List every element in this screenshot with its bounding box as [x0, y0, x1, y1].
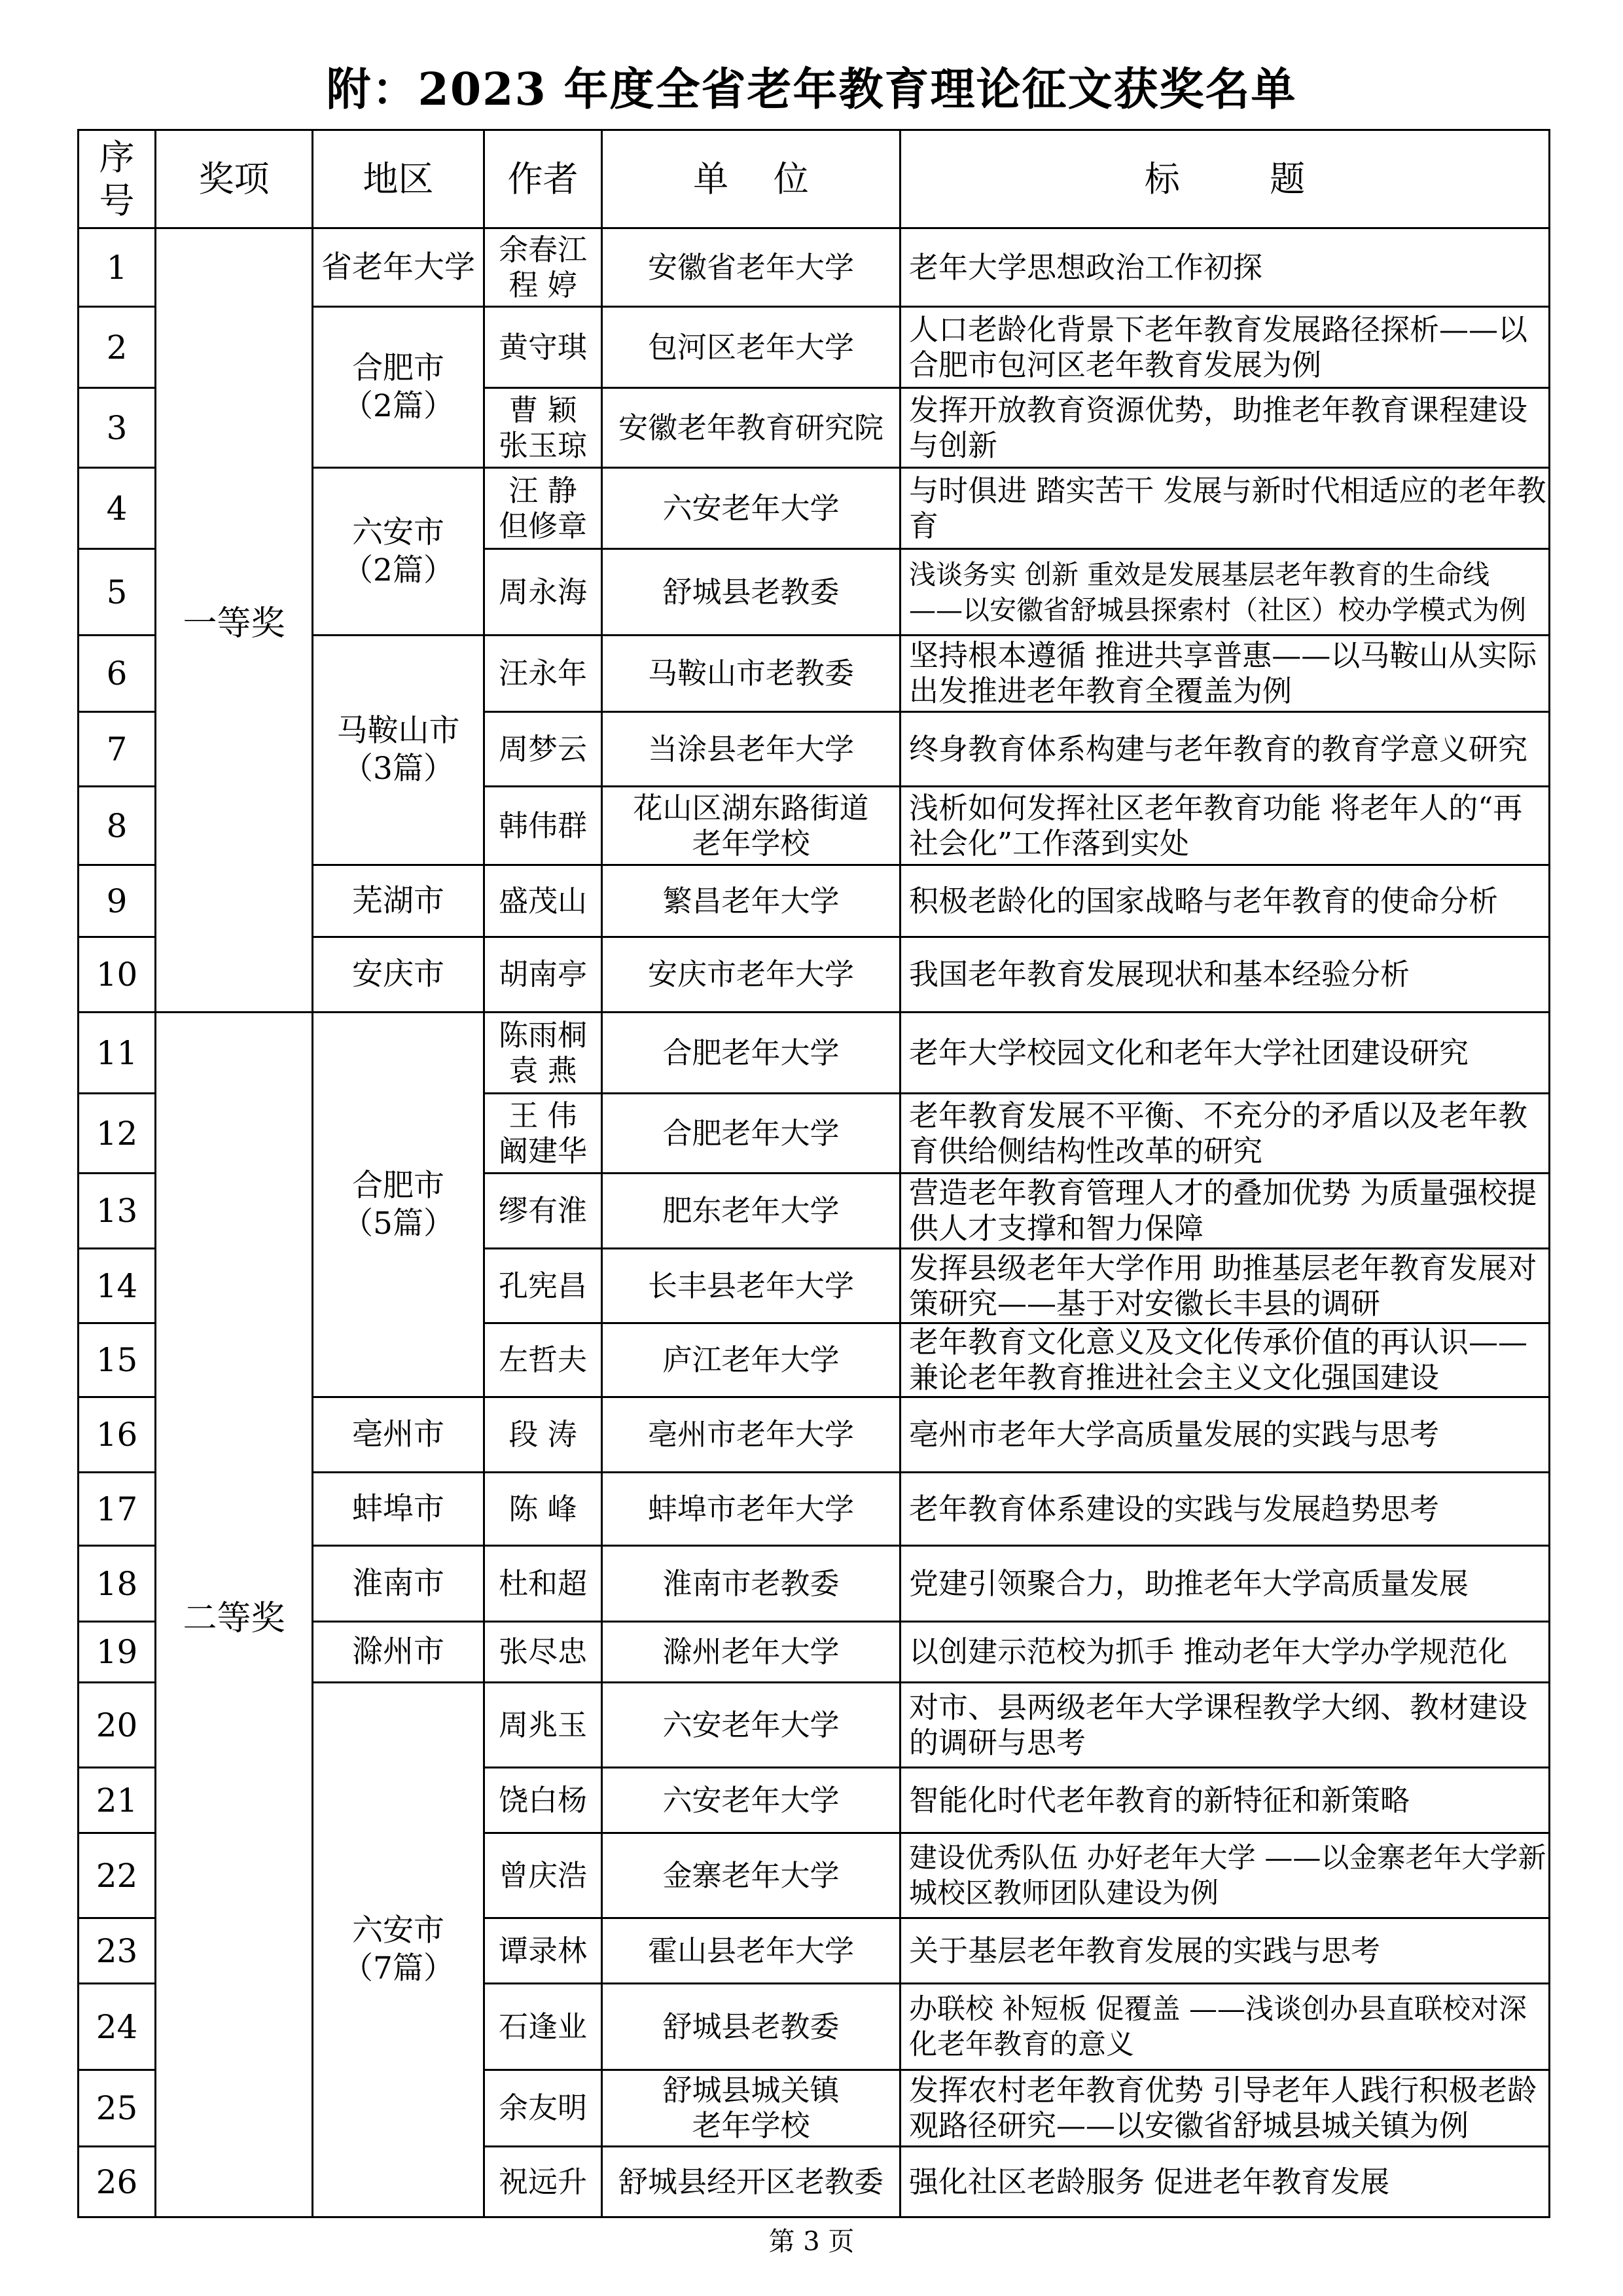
topic-cell: 发挥开放教育资源优势，助推老年教育课程建设与创新: [901, 388, 1550, 468]
region-cell: 合肥市 （5篇）: [313, 1013, 484, 1397]
topic-cell: 营造老年教育管理人才的叠加优势 为质量强校提供人才支撑和智力保障: [901, 1174, 1550, 1249]
header-topic: 标 题: [901, 130, 1550, 228]
row-number: 8: [79, 787, 156, 865]
author-cell: 汪永年: [484, 636, 602, 712]
header-region: 地区: [313, 130, 484, 228]
region-cell: 芜湖市: [313, 865, 484, 937]
row-number: 16: [79, 1397, 156, 1473]
author-cell: 韩伟群: [484, 787, 602, 865]
author-cell: 左哲夫: [484, 1323, 602, 1397]
unit-cell: 庐江老年大学: [602, 1323, 901, 1397]
unit-cell: 长丰县老年大学: [602, 1249, 901, 1323]
row-number: 26: [79, 2147, 156, 2217]
region-cell: 滁州市: [313, 1622, 484, 1683]
author-cell: 段 涛: [484, 1397, 602, 1473]
header-no: 序 号: [79, 130, 156, 228]
award-level: 二等奖: [156, 1013, 313, 2217]
author-cell: 胡南亭: [484, 937, 602, 1013]
author-cell: 周兆玉: [484, 1683, 602, 1768]
row-number: 17: [79, 1473, 156, 1546]
author-cell: 周永海: [484, 549, 602, 636]
unit-cell: 六安老年大学: [602, 468, 901, 549]
region-cell: 合肥市 （2篇）: [313, 307, 484, 468]
region-cell: 淮南市: [313, 1546, 484, 1622]
author-cell: 祝远升: [484, 2147, 602, 2217]
topic-cell: 人口老龄化背景下老年教育发展路径探析——以合肥市包河区老年教育发展为例: [901, 307, 1550, 388]
row-number: 15: [79, 1323, 156, 1397]
row-number: 4: [79, 468, 156, 549]
author-cell: 饶白杨: [484, 1768, 602, 1833]
row-number: 6: [79, 636, 156, 712]
unit-cell: 舒城县经开区老教委: [602, 2147, 901, 2217]
topic-cell: 办联校 补短板 促覆盖 ——浅谈创办县直联校对深化老年教育的意义: [901, 1984, 1550, 2070]
topic-cell: 发挥农村老年教育优势 引导老年人践行积极老龄观路径研究——以安徽省舒城县城关镇为例: [901, 2070, 1550, 2147]
unit-cell: 合肥老年大学: [602, 1013, 901, 1094]
author-cell: 周梦云: [484, 712, 602, 787]
unit-cell: 包河区老年大学: [602, 307, 901, 388]
region-cell: 安庆市: [313, 937, 484, 1013]
document-title: 附：2023 年度全省老年教育理论征文获奖名单: [326, 63, 1297, 116]
author-cell: 陈雨桐 袁 燕: [484, 1013, 602, 1094]
unit-cell: 花山区湖东路街道 老年学校: [602, 787, 901, 865]
unit-cell: 滁州老年大学: [602, 1622, 901, 1683]
unit-cell: 马鞍山市老教委: [602, 636, 901, 712]
row-number: 12: [79, 1094, 156, 1174]
region-cell: 省老年大学: [313, 228, 484, 307]
author-cell: 黄守琪: [484, 307, 602, 388]
unit-cell: 安徽老年教育研究院: [602, 388, 901, 468]
topic-cell: 亳州市老年大学高质量发展的实践与思考: [901, 1397, 1550, 1473]
header-award: 奖项: [156, 130, 313, 228]
row-number: 3: [79, 388, 156, 468]
topic-cell: 老年教育发展不平衡、不充分的矛盾以及老年教育供给侧结构性改革的研究: [901, 1094, 1550, 1174]
row-number: 19: [79, 1622, 156, 1683]
author-cell: 曾庆浩: [484, 1833, 602, 1918]
unit-cell: 金寨老年大学: [602, 1833, 901, 1918]
table-row: [79, 228, 1550, 307]
header-row: [79, 130, 1550, 228]
topic-cell: 关于基层老年教育发展的实践与思考: [901, 1918, 1550, 1984]
table-row: [79, 1013, 1550, 1094]
unit-cell: 繁昌老年大学: [602, 865, 901, 937]
page-number: 第 3 页: [768, 2227, 855, 2257]
award-table: [77, 129, 1550, 2218]
region-cell: 六安市 （7篇）: [313, 1683, 484, 2217]
author-cell: 张尽忠: [484, 1622, 602, 1683]
topic-cell: 智能化时代老年教育的新特征和新策略: [901, 1768, 1550, 1833]
topic-cell: 对市、县两级老年大学课程教学大纲、教材建设的调研与思考: [901, 1683, 1550, 1768]
topic-cell: 浅析如何发挥社区老年教育功能 将老年人的“再社会化”工作落到实处: [901, 787, 1550, 865]
row-number: 2: [79, 307, 156, 388]
unit-cell: 亳州市老年大学: [602, 1397, 901, 1473]
topic-cell: 老年大学校园文化和老年大学社团建设研究: [901, 1013, 1550, 1094]
row-number: 18: [79, 1546, 156, 1622]
header-author: 作者: [484, 130, 602, 228]
topic-cell: 坚持根本遵循 推进共享普惠——以马鞍山从实际出发推进老年教育全覆盖为例: [901, 636, 1550, 712]
author-cell: 盛茂山: [484, 865, 602, 937]
row-number: 9: [79, 865, 156, 937]
unit-cell: 舒城县老教委: [602, 549, 901, 636]
row-number: 13: [79, 1174, 156, 1249]
author-cell: 汪 静 但修章: [484, 468, 602, 549]
topic-cell: 与时俱进 踏实苦干 发展与新时代相适应的老年教育: [901, 468, 1550, 549]
unit-cell: 六安老年大学: [602, 1768, 901, 1833]
unit-cell: 霍山县老年大学: [602, 1918, 901, 1984]
header-unit: 单 位: [602, 130, 901, 228]
row-number: 1: [79, 228, 156, 307]
topic-cell: 党建引领聚合力，助推老年大学高质量发展: [901, 1546, 1550, 1622]
unit-cell: 当涂县老年大学: [602, 712, 901, 787]
row-number: 20: [79, 1683, 156, 1768]
award-level: 一等奖: [156, 228, 313, 1013]
topic-cell: 发挥县级老年大学作用 助推基层老年教育发展对策研究——基于对安徽长丰县的调研: [901, 1249, 1550, 1323]
unit-cell: 六安老年大学: [602, 1683, 901, 1768]
region-cell: 亳州市: [313, 1397, 484, 1473]
author-cell: 石逢业: [484, 1984, 602, 2070]
topic-cell: 我国老年教育发展现状和基本经验分析: [901, 937, 1550, 1013]
row-number: 5: [79, 549, 156, 636]
topic-cell: 老年教育体系建设的实践与发展趋势思考: [901, 1473, 1550, 1546]
unit-cell: 合肥老年大学: [602, 1094, 901, 1174]
unit-cell: 安庆市老年大学: [602, 937, 901, 1013]
author-cell: 王 伟 阚建华: [484, 1094, 602, 1174]
unit-cell: 肥东老年大学: [602, 1174, 901, 1249]
author-cell: 陈 峰: [484, 1473, 602, 1546]
topic-cell: 浅谈务实 创新 重效是发展基层老年教育的生命线 ——以安徽省舒城县探索村（社区）校办学模式为例: [901, 549, 1550, 636]
region-cell: 六安市 （2篇）: [313, 468, 484, 636]
row-number: 24: [79, 1984, 156, 2070]
unit-cell: 舒城县老教委: [602, 1984, 901, 2070]
unit-cell: 蚌埠市老年大学: [602, 1473, 901, 1546]
region-cell: 马鞍山市 （3篇）: [313, 636, 484, 865]
topic-cell: 积极老龄化的国家战略与老年教育的使命分析: [901, 865, 1550, 937]
author-cell: 孔宪昌: [484, 1249, 602, 1323]
topic-cell: 老年教育文化意义及文化传承价值的再认识——兼论老年教育推进社会主义文化强国建设: [901, 1323, 1550, 1397]
author-cell: 谭录林: [484, 1918, 602, 1984]
author-cell: 余友明: [484, 2070, 602, 2147]
row-number: 21: [79, 1768, 156, 1833]
row-number: 14: [79, 1249, 156, 1323]
unit-cell: 舒城县城关镇 老年学校: [602, 2070, 901, 2147]
unit-cell: 安徽省老年大学: [602, 228, 901, 307]
region-cell: 蚌埠市: [313, 1473, 484, 1546]
topic-cell: 以创建示范校为抓手 推动老年大学办学规范化: [901, 1622, 1550, 1683]
author-cell: 杜和超: [484, 1546, 602, 1622]
author-cell: 曹 颖 张玉琼: [484, 388, 602, 468]
topic-cell: 建设优秀队伍 办好老年大学 ——以金寨老年大学新城校区教师团队建设为例: [901, 1833, 1550, 1918]
unit-cell: 淮南市老教委: [602, 1546, 901, 1622]
row-number: 22: [79, 1833, 156, 1918]
author-cell: 余春江 程 婷: [484, 228, 602, 307]
row-number: 25: [79, 2070, 156, 2147]
row-number: 7: [79, 712, 156, 787]
row-number: 10: [79, 937, 156, 1013]
row-number: 23: [79, 1918, 156, 1984]
author-cell: 缪有淮: [484, 1174, 602, 1249]
topic-cell: 终身教育体系构建与老年教育的教育学意义研究: [901, 712, 1550, 787]
topic-cell: 强化社区老龄服务 促进老年教育发展: [901, 2147, 1550, 2217]
topic-cell: 老年大学思想政治工作初探: [901, 228, 1550, 307]
row-number: 11: [79, 1013, 156, 1094]
